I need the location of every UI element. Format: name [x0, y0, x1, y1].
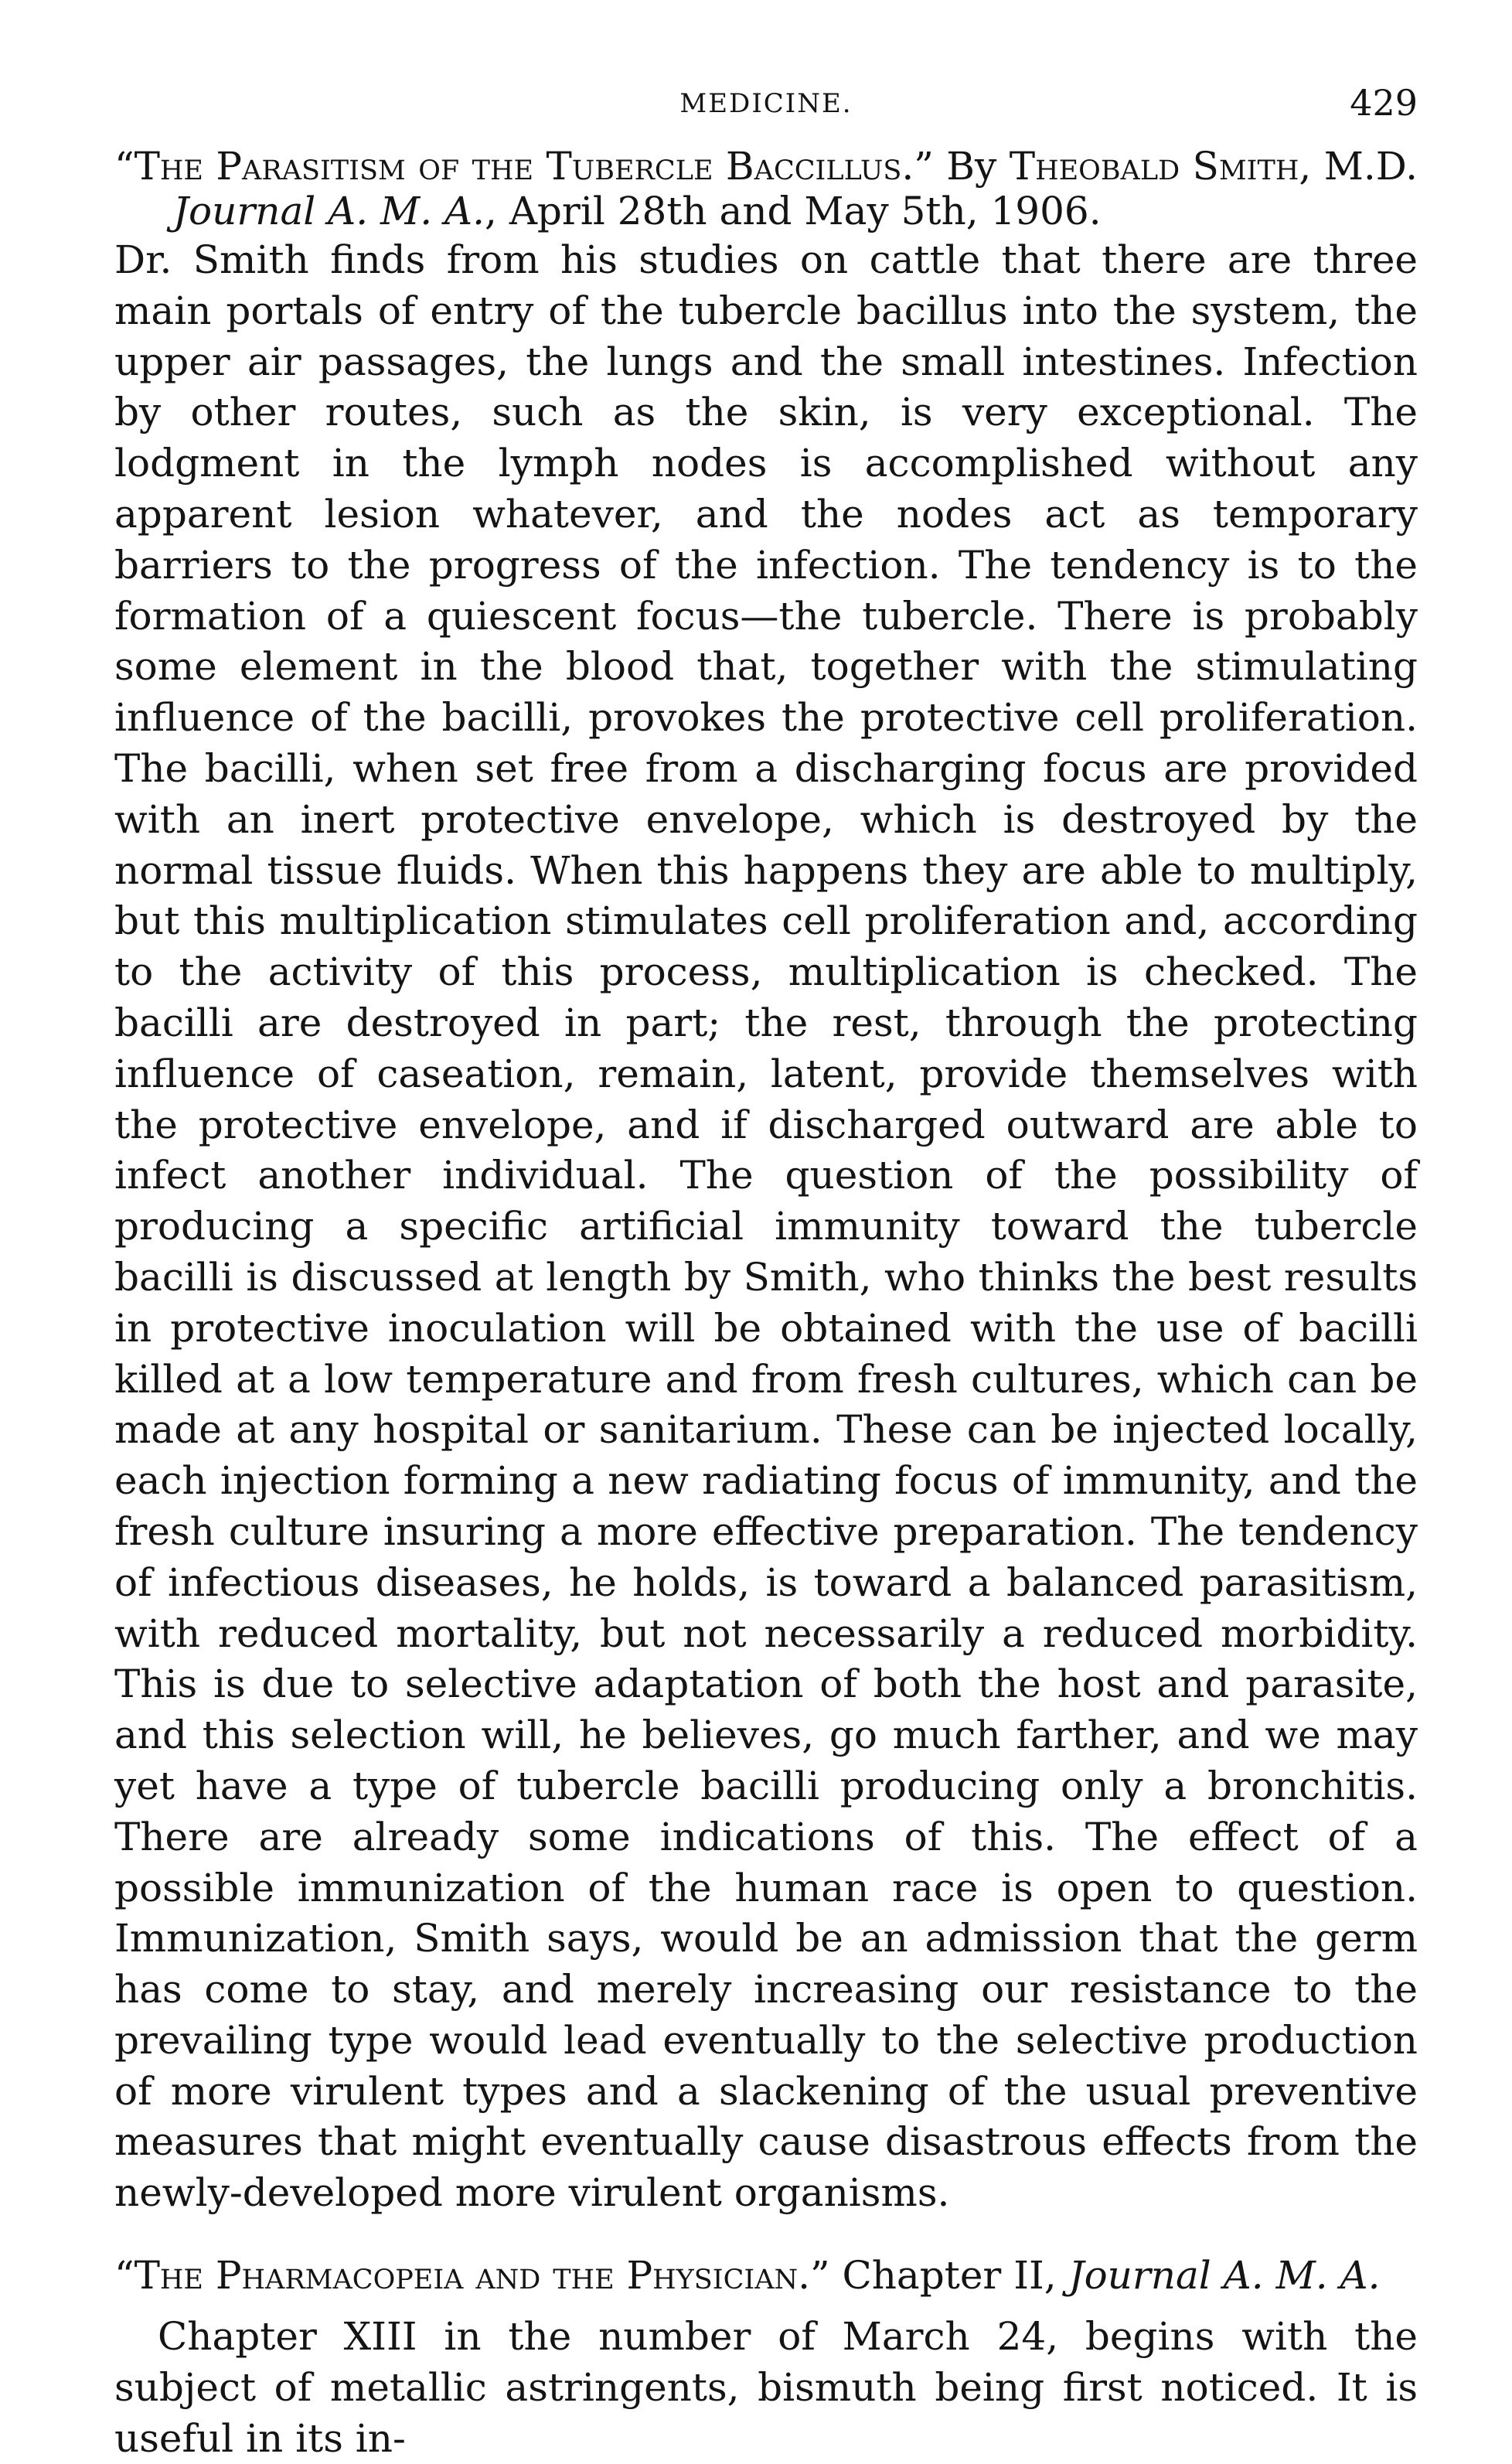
running-title: MEDICINE. [679, 88, 853, 119]
close-quote: ” [914, 144, 934, 189]
running-head [114, 77, 1418, 127]
document-page [114, 77, 1418, 2464]
article-body-tubercle: Dr. Smith finds from his studies on cattle that there are three main portals of entry of the tubercle bacillus into the system, the upper air passages, the lungs and the small intestines. Infection by other routes, such as the skin, is very exceptional. The lodgment in the lymph nodes is accomplished without any apparent lesion whatever, and the nodes act as temporary barriers to the progress of the infection. The tendency is to the formation of a quiescent focus—the tubercle. There is probably some element in the blood that, together with the stimulating influence of the bacilli, provokes the protective cell proliferation. The bacilli, when set free from a discharging focus are provided with an inert protective envelope, which is destroyed by the normal tissue fluids. When this happens they are able to multiply, but this multiplication stimulates cell proliferation and, according to the activity of this process, multiplication is checked. The bacilli are destroyed in part; the rest, through the protecting influence of caseation, remain, latent, provide themselves with the protective envelope, and if discharged outward are able to infect another individual. The question of the possibility of producing a specific artificial immunity toward the tubercle bacilli is discussed at length by Smith, who thinks the best results in protective inoculation will be obtained with the use of bacilli killed at a low temperature and from fresh cultures, which can be made at any hospital or sanitarium. These can be injected locally, each injection forming a new radiating focus of immunity, and the fresh culture insuring a more effective preparation. The tendency of infectious diseases, he holds, is toward a balanced parasitism, with reduced mortality, but not necessarily a reduced morbidity. This is due to selective adaptation of both the host and parasite, and this selection will, he believes, go much farther, and we may yet have a type of tubercle bacilli producing only a bronchitis. There are already some indications of this. The effect of a possible immunization of the human race is open to question. Immunization, Smith says, would be an admission that the germ has come to stay, and merely increasing our resistance to the prevailing type would lead eventually to the selective production of more virulent types and a slackening of the usual preventive measures that might eventually cause disastrous effects from the newly-developed more virulent organisms. [114, 237, 1418, 2216]
open-quote: “ [114, 2253, 135, 2299]
open-quote: “ [114, 144, 135, 189]
publication-date: , April 28th and May 5th, 1906. [485, 189, 1102, 233]
author-suffix: , M.D. [1299, 144, 1418, 189]
byline-by: By [946, 144, 997, 189]
author-name: Theobald Smith [1009, 144, 1299, 189]
article-heading-pharmacopeia [114, 2253, 1418, 2298]
article-body-pharmacopeia: Chapter XIII in the number of March 24, begins with the subject of metallic astringents, bismuth being first noticed. It is useful in its in- [114, 2314, 1418, 2461]
article-title: The Pharmacopeia and the Physician. [134, 2253, 810, 2299]
journal-name: Journal A. M. A. [1068, 2253, 1381, 2299]
article-heading-tubercle [114, 144, 1418, 233]
journal-name: Journal A. M. A. [173, 189, 485, 233]
page-number: 429 [1350, 82, 1418, 124]
close-quote: ” [810, 2253, 830, 2299]
chapter-reference: Chapter II, [842, 2253, 1057, 2299]
article-title: The Parasitism of the Tubercle Baccillus. [134, 144, 914, 189]
